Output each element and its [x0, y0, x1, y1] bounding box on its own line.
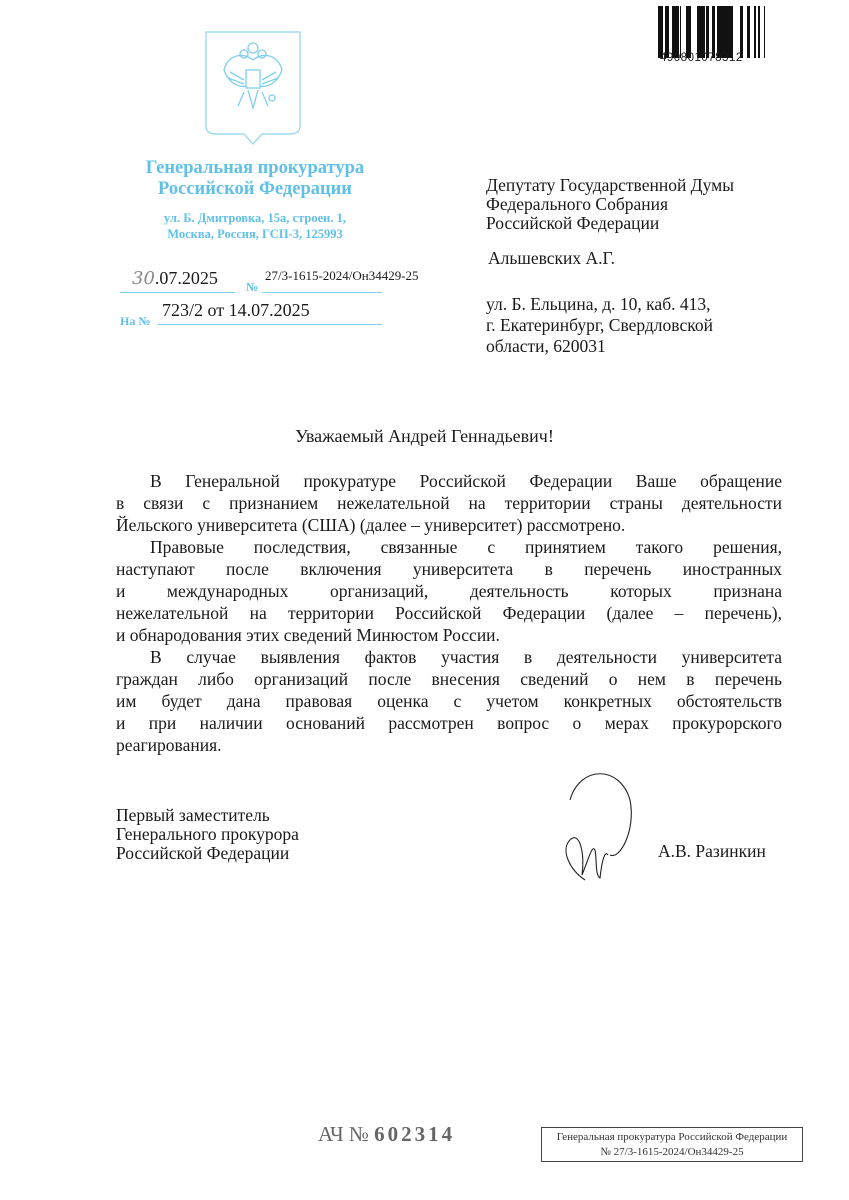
position-line: Генерального прокурора — [116, 824, 299, 844]
barcode-bar — [729, 6, 731, 58]
barcode-bar — [686, 6, 688, 58]
barcode-bar — [725, 6, 726, 58]
form-serial — [318, 1122, 455, 1147]
barcode-bar — [672, 6, 674, 58]
position-line: Российской Федерации — [116, 843, 290, 863]
reply-label: На № — [120, 314, 151, 328]
barcode-bar — [689, 6, 691, 58]
barcode-bar — [747, 6, 750, 58]
barcode-bar — [764, 6, 765, 58]
reply-reference: 723/2 от 14.07.2025 — [162, 300, 310, 320]
salutation: Уважаемый Андрей Геннадьевич! — [295, 426, 554, 446]
barcode-bar — [668, 6, 669, 58]
paragraph-line: им будет дана правовая оценка с учетом конкретных обстоятельств — [116, 691, 782, 711]
organization-address — [110, 210, 400, 242]
barcode-bar — [674, 6, 677, 58]
recipient-address-line: области, 620031 — [486, 336, 606, 356]
paragraph — [116, 646, 782, 756]
barcode-bar — [740, 6, 743, 58]
barcode-bar — [658, 6, 660, 58]
paragraph-line: Йельского университета (США) (далее – университет) рассмотрено. — [116, 515, 626, 535]
signatory-name: А.В. Разинкин — [658, 841, 766, 861]
recipient-name: Альшевских А.Г. — [488, 248, 616, 268]
organization-name — [110, 158, 400, 200]
org-name-line: Российской Федерации — [158, 179, 352, 199]
letter-body — [116, 470, 782, 756]
paragraph-line: и при наличии оснований рассмотрен вопрос о мерах прокурорского — [116, 713, 782, 733]
barcode-bar — [665, 6, 668, 58]
barcode-bar — [712, 6, 715, 58]
stamp-line: № 27/3-1615-2024/Он34429-25 — [600, 1146, 744, 1158]
date-day-handwritten: 30 — [132, 268, 155, 289]
recipient-block — [486, 176, 734, 357]
number-label: № — [246, 280, 259, 294]
paragraph-line: нежелательной на территории Российской Федерации (далее – перечень), — [116, 603, 782, 623]
barcode — [658, 6, 776, 58]
barcode-bar — [706, 6, 709, 58]
barcode-bar — [722, 6, 725, 58]
barcode-bar — [662, 6, 663, 58]
paragraph-line: реагирования. — [116, 735, 222, 755]
position-line: Первый заместитель — [116, 805, 270, 825]
paragraph-line: граждан либо организаций после внесения сведений о нем в перечень — [116, 669, 782, 689]
barcode-bar — [702, 6, 705, 58]
recipient-title-line: Депутату Государственной Думы — [486, 175, 734, 195]
stamp-line: Генеральная прокуратура Российской Федерации — [556, 1131, 788, 1143]
date-underline — [120, 292, 235, 293]
registration-stamp — [541, 1127, 803, 1162]
paragraph-line: и международных организаций, деятельность которых признана — [116, 581, 782, 601]
paragraph-line: наступают после включения университета в перечень иностранных — [116, 559, 782, 579]
paragraph-line: В случае выявления фактов участия в деятельности университета — [150, 647, 782, 667]
barcode-bar — [759, 6, 760, 58]
org-name-line: Генеральная прокуратура — [145, 158, 365, 178]
barcode-bar — [688, 6, 689, 58]
paragraph-line: и обнародования этих сведений Минюстом России. — [116, 625, 500, 645]
barcode-bar — [677, 6, 679, 58]
number-underline — [262, 292, 382, 293]
barcode-bar — [731, 6, 733, 58]
recipient-address — [486, 294, 734, 357]
form-series: АЧ № — [318, 1122, 369, 1146]
outgoing-date — [132, 268, 218, 289]
paragraph-line: Правовые последствия, связанные с принятием такого решения, — [150, 537, 782, 557]
recipient-address-line: г. Екатеринбург, Свердловской — [486, 315, 713, 335]
barcode-number: 490801078312 — [660, 52, 743, 64]
form-number: 602314 — [374, 1122, 456, 1146]
org-address-line: ул. Б. Дмитровка, 15а, строен. 1, — [164, 211, 346, 225]
barcode-bar — [717, 6, 719, 58]
barcode-bar — [699, 6, 702, 58]
coat-of-arms-emblem — [204, 30, 302, 148]
barcode-bar — [758, 6, 759, 58]
recipient-title-line: Российской Федерации — [486, 213, 660, 233]
reply-underline — [158, 324, 382, 325]
barcode-bar — [697, 6, 699, 58]
paragraph-line: В Генеральной прокуратуре Российской Федерации Ваше обращение — [150, 471, 782, 491]
recipient-title-line: Федерального Собрания — [486, 194, 669, 214]
paragraph — [116, 470, 782, 536]
barcode-bar — [719, 6, 722, 58]
signatory-position — [116, 806, 299, 863]
paragraph — [116, 536, 782, 646]
org-address-line: Москва, Россия, ГСП-3, 125993 — [167, 227, 343, 241]
date-month-year: .07.2025 — [154, 268, 218, 288]
handwritten-signature — [540, 760, 640, 890]
paragraph-line: в связи с признанием нежелательной на территории страны деятельности — [116, 493, 782, 513]
recipient-address-line: ул. Б. Ельцина, д. 10, каб. 413, — [486, 294, 711, 314]
barcode-bar — [680, 6, 681, 58]
barcode-bar — [660, 6, 662, 58]
barcode-bar — [754, 6, 756, 58]
outgoing-number: 27/3-1615-2024/Он34429-25 — [265, 268, 419, 283]
barcode-bar — [726, 6, 729, 58]
